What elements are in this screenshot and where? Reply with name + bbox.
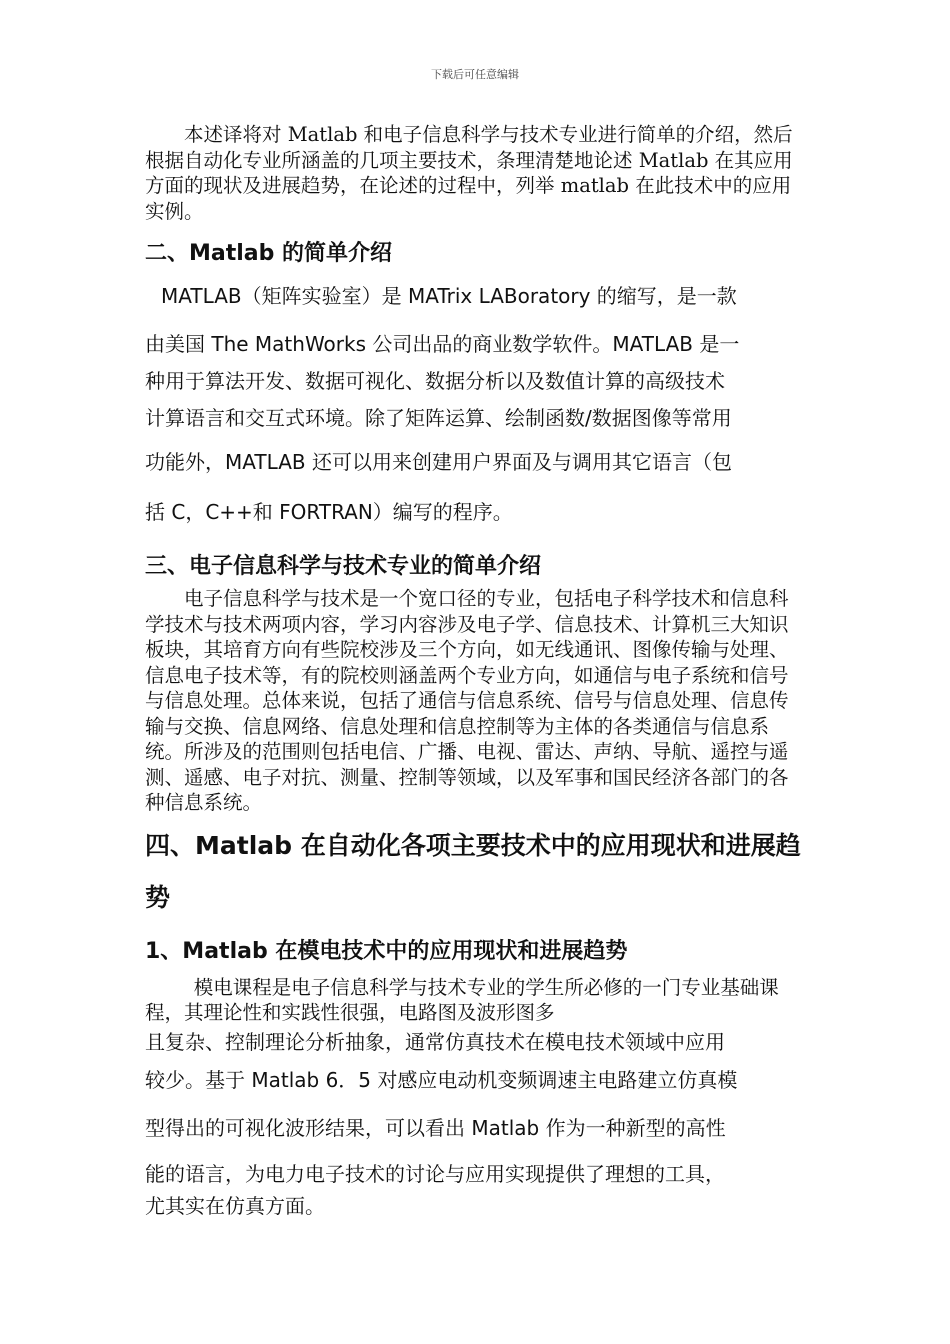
document-body: [145, 122, 807, 1218]
text-line: 计算语言和交互式环境。除了矩阵运算、绘制函数/数据图像等常用: [145, 406, 732, 430]
text-line: 能的语言，为电力电子技术的讨论与应用实现提供了理想的工具，: [145, 1161, 725, 1186]
analog-paragraph: [145, 975, 807, 1218]
text-line: 括 C，C++和 FORTRAN）编写的程序。: [145, 500, 513, 524]
text-line: 模电课程是电子信息科学与技术专业的学生所必修的一门专业基础课程，其理论性和实践性很强，电路图及波形图多: [145, 975, 779, 1024]
page-header: 下载后可任意编辑: [431, 68, 519, 81]
section-heading-major: 三、电子信息科学与技术专业的简单介绍: [145, 554, 542, 579]
major-intro-paragraph: 电子信息科学与技术是一个宽口径的专业，包括电子科学技术和信息科学技术与技术两项内容，学习内容涉及电子学、信息技术、计算机三大知识板块，其培育方向有些院校涉及三个方向，如无线通讯、图像传输与处理、信息电子技术等，有的院校则涵盖两个专业方向，如通信与电子系统和信号与信息处理。总体来说，包括了通信与信息系统、信号与信息处理、信息传输与交换、信息网络、信息处理和信息控制等为主体的各类通信与信息系统。所涉及的范围则包括电信、广播、电视、雷达、声纳、导航、遥控与遥测、遥感、电子对抗、测量、控制等领域，以及军事和国民经济各部门的各种信息系统。: [145, 587, 789, 814]
section-heading-matlab: 二、Matlab 的简单介绍: [145, 241, 393, 266]
text-line: 型得出的可视化波形结果，可以看出 Matlab 作为一种新型的高性: [145, 1115, 726, 1140]
text-line: 尤其实在仿真方面。: [145, 1193, 325, 1218]
text-line: 种用于算法开发、数据可视化、数据分析以及数值计算的高级技术: [145, 369, 725, 393]
section-heading-status: 四、Matlab 在自动化各项主要技术中的应用现状和进展趋势: [145, 830, 801, 912]
intro-paragraph: 本述译将对 Matlab 和电子信息科学与技术专业进行简单的介绍，然后根据自动化专业所涵盖的几项主要技术，条理清楚地论述 Matlab 在其应用方面的现状及进展趋势，在论述的过程中，列举 matlab 在此技术中的应用实例。: [145, 123, 793, 223]
text-line: 较少。基于 Matlab 6．5 对感应电动机变频调速主电路建立仿真模: [145, 1067, 738, 1092]
matlab-intro-paragraph: [145, 281, 807, 537]
text-line: 由美国 The MathWorks 公司出品的商业数学软件。MATLAB 是一: [145, 332, 740, 356]
text-line: 功能外，MATLAB 还可以用来创建用户界面及与调用其它语言（包: [145, 450, 732, 474]
text-line: MATLAB（矩阵实验室）是 MATrix LABoratory 的缩写，是一款: [161, 284, 737, 308]
subsection-heading-analog: 1、Matlab 在模电技术中的应用现状和进展趋势: [145, 938, 628, 964]
text-line: 且复杂、控制理论分析抽象，通常仿真技术在模电技术领域中应用: [145, 1029, 725, 1054]
